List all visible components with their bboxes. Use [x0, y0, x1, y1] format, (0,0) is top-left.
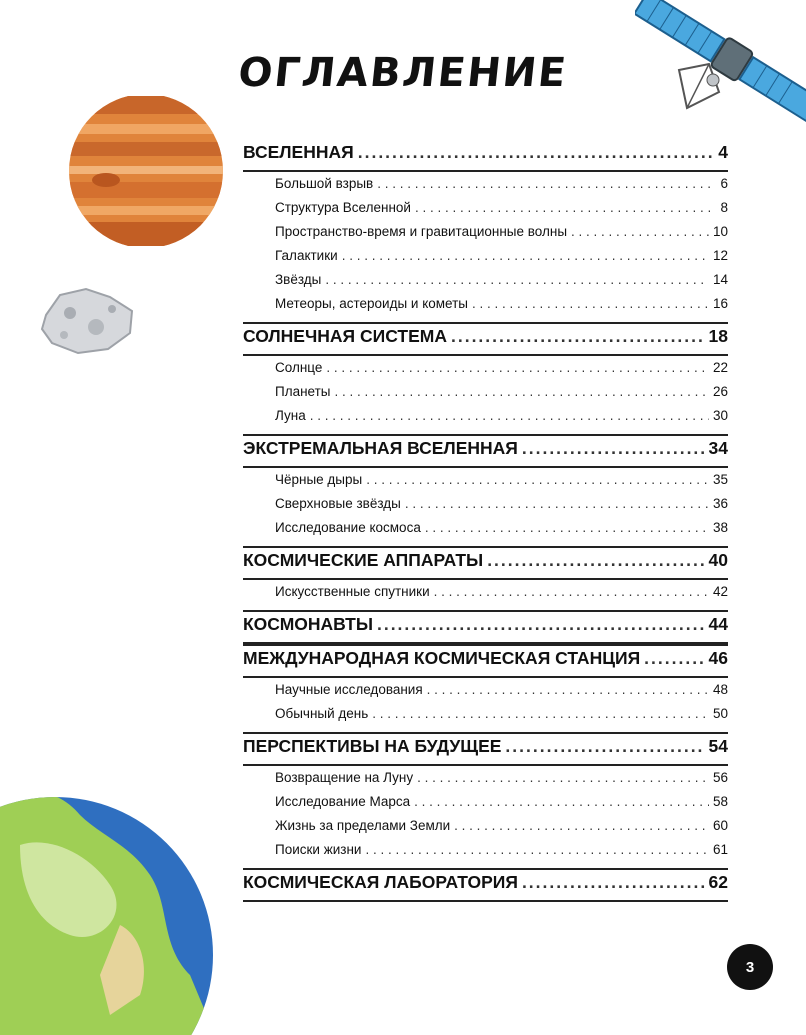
toc-section-heading[interactable]	[243, 646, 728, 678]
leader-dots	[358, 142, 715, 163]
entry-title: Структура Вселенной	[275, 200, 411, 215]
toc-entry[interactable]	[243, 496, 728, 520]
toc-subsection-list	[243, 580, 728, 610]
leader-dots	[434, 584, 709, 599]
entry-page: 14	[712, 272, 728, 287]
toc-entry[interactable]	[243, 842, 728, 866]
toc-section	[243, 436, 728, 548]
entry-page: 60	[712, 818, 728, 833]
toc-entry[interactable]	[243, 584, 728, 608]
entry-page: 12	[712, 248, 728, 263]
toc-section-heading[interactable]	[243, 324, 728, 356]
entry-title: Метеоры, астероиды и кометы	[275, 296, 468, 311]
leader-dots	[366, 472, 709, 487]
toc-subsection-list	[243, 356, 728, 434]
leader-dots	[505, 736, 704, 757]
section-page: 34	[708, 438, 728, 458]
entry-page: 48	[712, 682, 728, 697]
toc-entry[interactable]	[243, 682, 728, 706]
section-page: 40	[708, 550, 728, 570]
entry-title: Звёзды	[275, 272, 322, 287]
toc-entry[interactable]	[243, 360, 728, 384]
leader-dots	[451, 326, 705, 347]
entry-page: 10	[712, 224, 728, 239]
leader-dots	[335, 384, 709, 399]
entry-page: 56	[712, 770, 728, 785]
entry-page: 58	[712, 794, 728, 809]
section-title: СОЛНЕЧНАЯ СИСТЕМА	[243, 326, 447, 346]
leader-dots	[472, 296, 709, 311]
entry-title: Возвращение на Луну	[275, 770, 414, 785]
section-title: ПЕРСПЕКТИВЫ НА БУДУЩЕЕ	[243, 736, 502, 756]
toc-section-heading[interactable]	[243, 548, 728, 580]
entry-title: Жизнь за пределами Земли	[275, 818, 451, 833]
section-page: 44	[708, 614, 728, 634]
entry-page: 61	[712, 842, 728, 857]
toc-section	[243, 548, 728, 612]
entry-page: 16	[712, 296, 728, 311]
leader-dots	[310, 408, 709, 423]
entry-title: Обычный день	[275, 706, 369, 721]
entry-title: Планеты	[275, 384, 331, 399]
leader-dots	[454, 818, 709, 833]
page-number-badge: 3	[727, 944, 773, 990]
leader-dots	[522, 438, 705, 459]
toc-entry[interactable]	[243, 408, 728, 432]
toc-section-heading[interactable]	[243, 734, 728, 766]
earth-illustration	[0, 755, 215, 1035]
toc-entry[interactable]	[243, 384, 728, 408]
section-page: 4	[718, 142, 728, 162]
section-title: КОСМИЧЕСКАЯ ЛАБОРАТОРИЯ	[243, 872, 518, 892]
leader-dots	[415, 200, 717, 215]
leader-dots	[427, 682, 709, 697]
section-page: 62	[708, 872, 728, 892]
leader-dots	[487, 550, 704, 571]
toc-section-heading[interactable]	[243, 870, 728, 900]
toc-entry[interactable]	[243, 200, 728, 224]
entry-title: Галактики	[275, 248, 338, 263]
toc-section	[243, 646, 728, 734]
toc-entry[interactable]	[243, 794, 728, 818]
entry-page: 50	[712, 706, 728, 721]
entry-title: Исследование космоса	[275, 520, 421, 535]
toc-section	[243, 140, 728, 324]
leader-dots	[425, 520, 709, 535]
section-title: ЭКСТРЕМАЛЬНАЯ ВСЕЛЕННАЯ	[243, 438, 518, 458]
entry-title: Научные исследования	[275, 682, 423, 697]
asteroid-illustration	[38, 285, 138, 357]
section-page: 54	[708, 736, 728, 756]
toc-section	[243, 734, 728, 870]
entry-page: 38	[712, 520, 728, 535]
toc-section	[243, 612, 728, 646]
section-page: 18	[708, 326, 728, 346]
entry-page: 35	[712, 472, 728, 487]
entry-title: Поиски жизни	[275, 842, 362, 857]
leader-dots	[405, 496, 709, 511]
toc-subsection-list	[243, 678, 728, 732]
entry-page: 6	[720, 176, 728, 191]
leader-dots	[414, 794, 709, 809]
leader-dots	[342, 248, 709, 263]
jupiter-illustration	[66, 96, 226, 246]
toc-entry[interactable]	[243, 296, 728, 320]
entry-page: 8	[720, 200, 728, 215]
entry-title: Луна	[275, 408, 306, 423]
entry-title: Сверхновые звёзды	[275, 496, 401, 511]
entry-page: 36	[712, 496, 728, 511]
toc-section-heading[interactable]	[243, 140, 728, 172]
leader-dots	[377, 176, 716, 191]
toc-entry[interactable]	[243, 706, 728, 730]
leader-dots	[417, 770, 709, 785]
toc-entry[interactable]	[243, 272, 728, 296]
toc-subsection-list	[243, 766, 728, 868]
toc-entry[interactable]	[243, 176, 728, 200]
toc-section	[243, 870, 728, 902]
entry-page: 30	[712, 408, 728, 423]
toc-section-heading[interactable]	[243, 612, 728, 644]
toc-entry[interactable]	[243, 224, 728, 248]
toc-section-heading[interactable]	[243, 436, 728, 468]
leader-dots	[571, 224, 709, 239]
leader-dots	[372, 706, 709, 721]
toc-entry[interactable]	[243, 248, 728, 272]
entry-title: Большой взрыв	[275, 176, 374, 191]
toc-entry[interactable]	[243, 818, 728, 842]
toc-entry[interactable]	[243, 520, 728, 544]
entry-page: 42	[712, 584, 728, 599]
entry-page: 26	[712, 384, 728, 399]
leader-dots	[326, 360, 709, 375]
section-title: КОСМИЧЕСКИЕ АППАРАТЫ	[243, 550, 484, 570]
leader-dots	[644, 648, 704, 669]
entry-title: Искусственные спутники	[275, 584, 430, 599]
toc-subsection-list	[243, 468, 728, 546]
section-title: ВСЕЛЕННАЯ	[243, 142, 354, 162]
entry-title: Пространство-время и гравитационные волны	[275, 224, 568, 239]
toc-section	[243, 324, 728, 436]
section-title: МЕЖДУНАРОДНАЯ КОСМИЧЕСКАЯ СТАНЦИЯ	[243, 648, 641, 668]
page-title: ОГЛАВЛЕНИЕ	[236, 50, 570, 96]
section-title: КОСМОНАВТЫ	[243, 614, 373, 634]
entry-title: Исследование Марса	[275, 794, 411, 809]
leader-dots	[325, 272, 709, 287]
toc-entry[interactable]	[243, 770, 728, 794]
leader-dots	[365, 842, 709, 857]
entry-page: 22	[712, 360, 728, 375]
leader-dots	[377, 614, 705, 635]
toc-subsection-list	[243, 172, 728, 322]
table-of-contents	[243, 140, 728, 902]
leader-dots	[522, 872, 705, 893]
toc-entry[interactable]	[243, 472, 728, 496]
section-page: 46	[708, 648, 728, 668]
entry-title: Солнце	[275, 360, 323, 375]
entry-title: Чёрные дыры	[275, 472, 363, 487]
